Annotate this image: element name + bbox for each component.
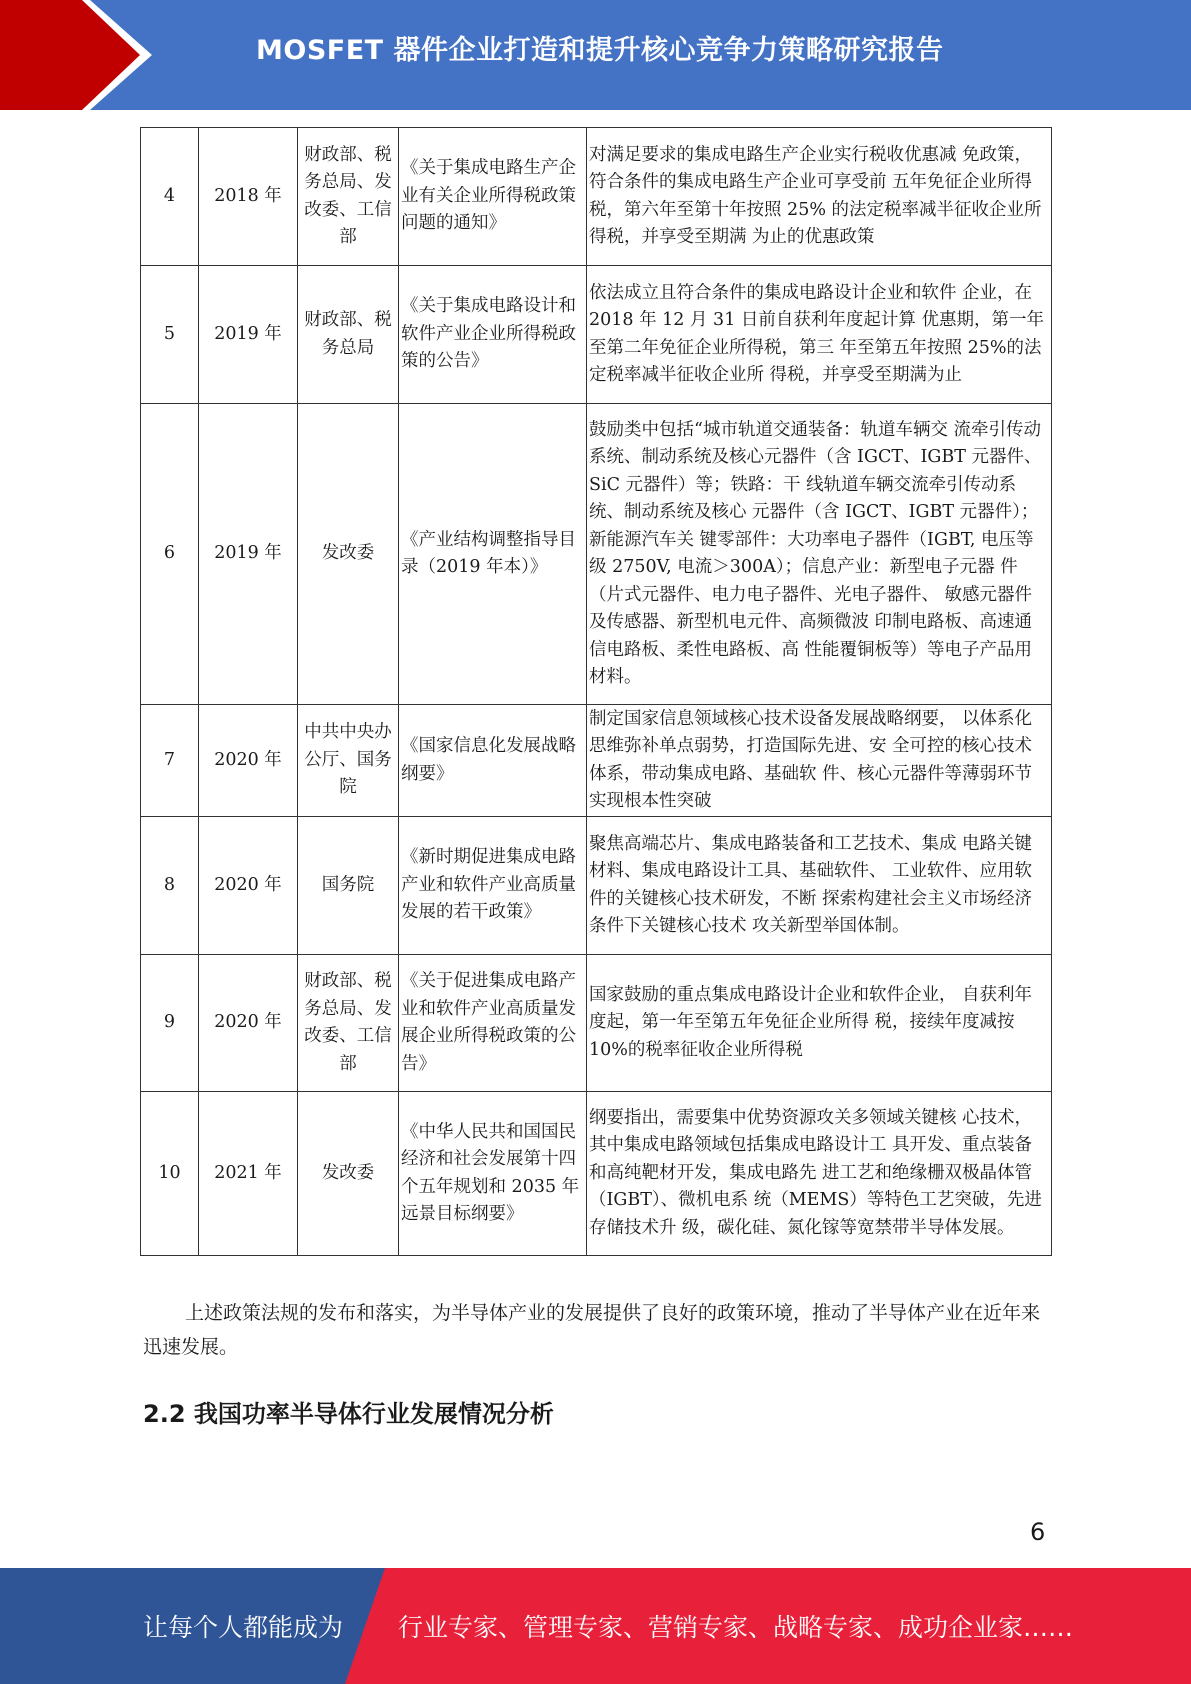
row-year: 2020 年 — [199, 817, 298, 955]
row-number: 4 — [141, 128, 199, 266]
row-number: 10 — [141, 1092, 199, 1256]
table-row — [141, 705, 1052, 817]
row-description: 鼓励类中包括“城市轨道交通装备：轨道车辆交 流牵引传动系统、制动系统及核心元器件（含 IGCT、IGBT 元器件、SiC 元器件）等；铁路：干 线轨道车辆交流牵引传动系统、制动系统及核心 元器件（含 IGCT、IGBT 元器件）；新能源汽车关 键零部件：大功率电子器件（IGBT, 电压等级 2750V, 电流＞300A）；信息产业：新型电子元器 件（片式元器件、电力电子器件、光电子器件、 敏感元器件及传感器、新型机电元件、高频微波 印制电路板、高速通信电路板、柔性电路板、高 性能覆铜板等）等电子产品用材料。 — [587, 404, 1052, 705]
row-agency: 财政部、税务总局、发改委、工信部 — [298, 128, 399, 266]
footer-slogan-right: 行业专家、管理专家、营销专家、战略专家、成功企业家…… — [398, 1613, 1074, 1642]
row-description: 纲要指出，需要集中优势资源攻关多领域关键核 心技术，其中集成电路领域包括集成电路设计工 具开发、重点装备和高纯靶材开发，集成电路先 进工艺和绝缘栅双极晶体管（IGBT）、微机电系 统（MEMS）等特色工艺突破，先进存储技术升 级，碳化硅、氮化镓等宽禁带半导体发展。 — [587, 1092, 1052, 1256]
row-agency: 发改委 — [298, 1092, 399, 1256]
table-row — [141, 1092, 1052, 1256]
row-description: 对满足要求的集成电路生产企业实行税收优惠减 免政策，符合条件的集成电路生产企业可享受前 五年免征企业所得税，第六年至第十年按照 25% 的法定税率减半征收企业所得税，并享受至期满 为止的优惠政策 — [587, 128, 1052, 266]
header-bar — [0, 0, 1191, 110]
row-number: 7 — [141, 705, 199, 817]
table-row — [141, 817, 1052, 955]
summary-paragraph: 上述政策法规的发布和落实，为半导体产业的发展提供了良好的政策环境，推动了半导体产业在近年来迅速发展。 — [143, 1302, 1041, 1358]
row-agency: 财政部、税务总局、发改委、工信部 — [298, 955, 399, 1092]
row-document: 《关于集成电路生产企业有关企业所得税政策问题的通知》 — [399, 128, 587, 266]
row-year: 2021 年 — [199, 1092, 298, 1256]
row-document: 《新时期促进集成电路产业和软件产业高质量发展的若干政策》 — [399, 817, 587, 955]
row-description: 制定国家信息领域核心技术设备发展战略纲要， 以体系化思维弥补单点弱势，打造国际先进、安 全可控的核心技术体系，带动集成电路、基础软 件、核心元器件等薄弱环节实现根本性突破 — [587, 705, 1052, 817]
table-row — [141, 955, 1052, 1092]
row-year: 2020 年 — [199, 705, 298, 817]
row-document: 《关于促进集成电路产业和软件产业高质量发展企业所得税政策的公告》 — [399, 955, 587, 1092]
row-description: 依法成立且符合条件的集成电路设计企业和软件 企业，在 2018 年 12 月 31 日前自获利年度起计算 优惠期，第一年至第二年免征企业所得税，第三 年至第五年按照 25%的法定税率减半征收企业所 得税，并享受至期满为止 — [587, 266, 1052, 404]
row-number: 6 — [141, 404, 199, 705]
section-title: 2.2 我国功率半导体行业发展情况分析 — [143, 1400, 554, 1428]
row-description: 聚焦高端芯片、集成电路装备和工艺技术、集成 电路关键材料、集成电路设计工具、基础软件、 工业软件、应用软件的关键核心技术研发，不断 探索构建社会主义市场经济条件下关键核心技术 攻关新型举国体制。 — [587, 817, 1052, 955]
row-year: 2018 年 — [199, 128, 298, 266]
row-year: 2019 年 — [199, 404, 298, 705]
table-row — [141, 404, 1052, 705]
policy-table — [140, 127, 1052, 1256]
header-arrow-icon — [0, 0, 160, 110]
row-agency: 发改委 — [298, 404, 399, 705]
row-year: 2019 年 — [199, 266, 298, 404]
row-document: 《国家信息化发展战略纲要》 — [399, 705, 587, 817]
row-agency: 国务院 — [298, 817, 399, 955]
row-agency: 中共中央办公厅、国务院 — [298, 705, 399, 817]
row-number: 9 — [141, 955, 199, 1092]
row-year: 2020 年 — [199, 955, 298, 1092]
row-document: 《关于集成电路设计和软件产业企业所得税政策的公告》 — [399, 266, 587, 404]
row-number: 8 — [141, 817, 199, 955]
table-row — [141, 128, 1052, 266]
footer-slogan-left: 让每个人都能成为 — [143, 1613, 344, 1642]
row-document: 《产业结构调整指导目录（2019 年本）》 — [399, 404, 587, 705]
report-title: MOSFET 器件企业打造和提升核心竞争力策略研究报告 — [256, 35, 944, 66]
row-document: 《中华人民共和国国民经济和社会发展第十四个五年规划和 2035 年远景目标纲要》 — [399, 1092, 587, 1256]
row-description: 国家鼓励的重点集成电路设计企业和软件企业， 自获利年度起，第一年至第五年免征企业所得 税，接续年度减按 10%的税率征收企业所得税 — [587, 955, 1052, 1092]
page-number: 6 — [1030, 1518, 1046, 1546]
row-agency: 财政部、税务总局 — [298, 266, 399, 404]
row-number: 5 — [141, 266, 199, 404]
footer-banner — [0, 1568, 1191, 1684]
header-arrow-shape — [0, 0, 140, 110]
table-row — [141, 266, 1052, 404]
